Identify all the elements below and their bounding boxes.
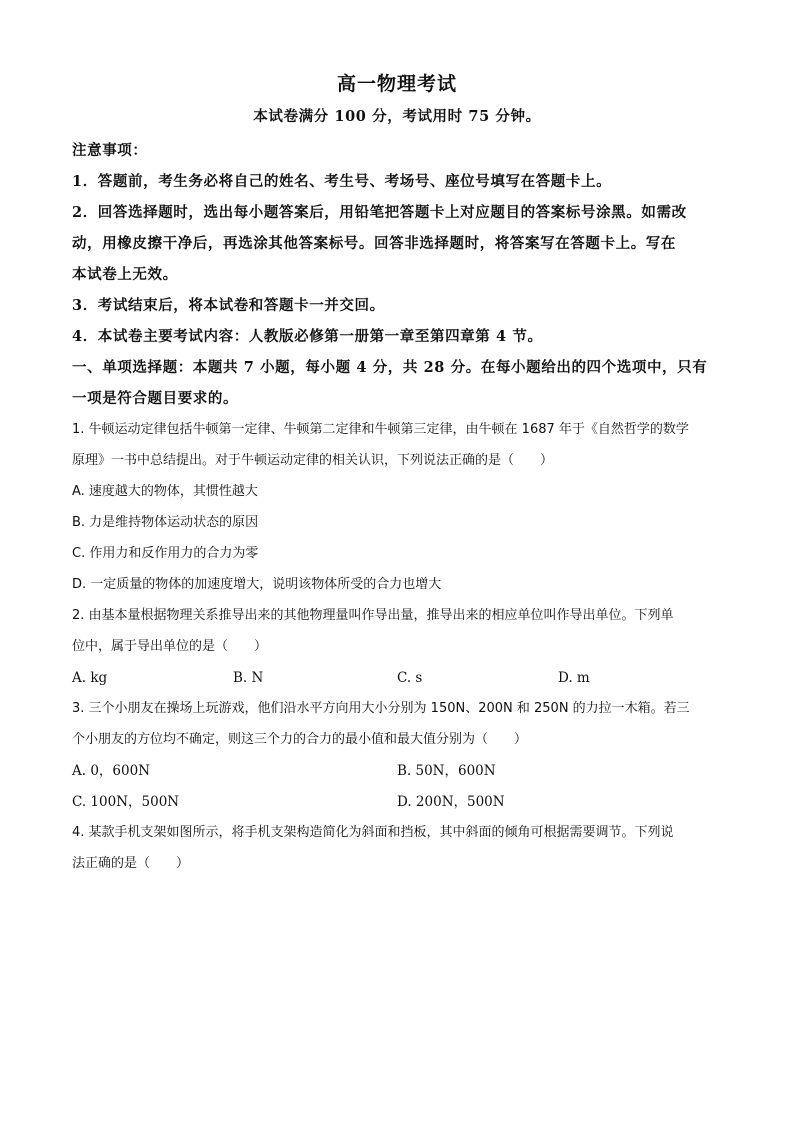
note-2-line-3: 本试卷上无效。 <box>72 266 178 283</box>
q3-option-c: C. 100N，500N <box>72 794 180 810</box>
page-title: 高一物理考试 <box>336 73 457 95</box>
q1-stem-line-1: 1. 牛顿运动定律包括牛顿第一定律、牛顿第二定律和牛顿第三定律，由牛顿在 1687 年于《自然哲学的数学 <box>72 422 689 437</box>
q4-stem-line-2: 法正确的是（ ） <box>72 856 190 871</box>
q1-option-b: B. 力是维持物体运动状态的原因 <box>72 515 259 530</box>
note-2-line-1: 2．回答选择题时，选出每小题答案后，用铅笔把答题卡上对应题目的答案标号涂黑。如需改 <box>72 204 687 221</box>
note-3: 3．考试结束后，将本试卷和答题卡一并交回。 <box>72 297 385 314</box>
q4-stem-line-1: 4. 某款手机支架如图所示，将手机支架构造简化为斜面和挡板，其中斜面的倾角可根据需要调节。下列说 <box>72 825 674 840</box>
notes-heading: 注意事项： <box>72 142 148 159</box>
section-heading-line-2: 一项是符合题目要求的。 <box>72 390 239 407</box>
q3-option-a: A. 0，600N <box>72 763 151 779</box>
section-heading-line-1: 一、单项选择题：本题共 7 小题，每小题 4 分，共 28 分。在每小题给出的四个选项中，只有 <box>72 359 708 376</box>
q3-stem-line-2: 个小朋友的方位均不确定，则这三个力的合力的最小值和最大值分别为（ ） <box>72 732 528 747</box>
q2-option-b: B. N <box>233 670 264 686</box>
exam-info: 本试卷满分 100 分，考试用时 75 分钟。 <box>253 108 541 125</box>
note-4: 4．本试卷主要考试内容：人教版必修第一册第一章至第四章第 4 节。 <box>72 328 543 345</box>
note-2-line-2: 动，用橡皮擦干净后，再选涂其他答案标号。回答非选择题时，将答案写在答题卡上。写在 <box>72 235 676 252</box>
q3-stem-line-1: 3. 三个小朋友在操场上玩游戏，他们沿水平方向用大小分别为 150N、200N 和 250N 的力拉一木箱。若三 <box>72 701 690 716</box>
q3-option-b: B. 50N，600N <box>397 763 496 779</box>
q2-stem-line-2: 位中，属于导出单位的是（ ） <box>72 639 268 654</box>
q2-option-a: A. kg <box>72 670 108 686</box>
q1-option-c: C. 作用力和反作用力的合力为零 <box>72 546 259 561</box>
note-1: 1．答题前，考生务必将自己的姓名、考生号、考场号、座位号填写在答题卡上。 <box>72 173 612 190</box>
q3-option-d: D. 200N，500N <box>397 794 505 810</box>
q1-option-d: D. 一定质量的物体的加速度增大，说明该物体所受的合力也增大 <box>72 577 442 592</box>
q1-option-a: A. 速度越大的物体，其惯性越大 <box>72 484 258 499</box>
q2-option-c: C. s <box>397 670 423 686</box>
q1-stem-line-2: 原理》一书中总结提出。对于牛顿运动定律的相关认识，下列说法正确的是（ ） <box>72 453 554 468</box>
q2-option-d: D. m <box>558 670 590 686</box>
q2-stem-line-1: 2. 由基本量根据物理关系推导出来的其他物理量叫作导出量，推导出来的相应单位叫作导出单位。下列单 <box>72 608 674 623</box>
